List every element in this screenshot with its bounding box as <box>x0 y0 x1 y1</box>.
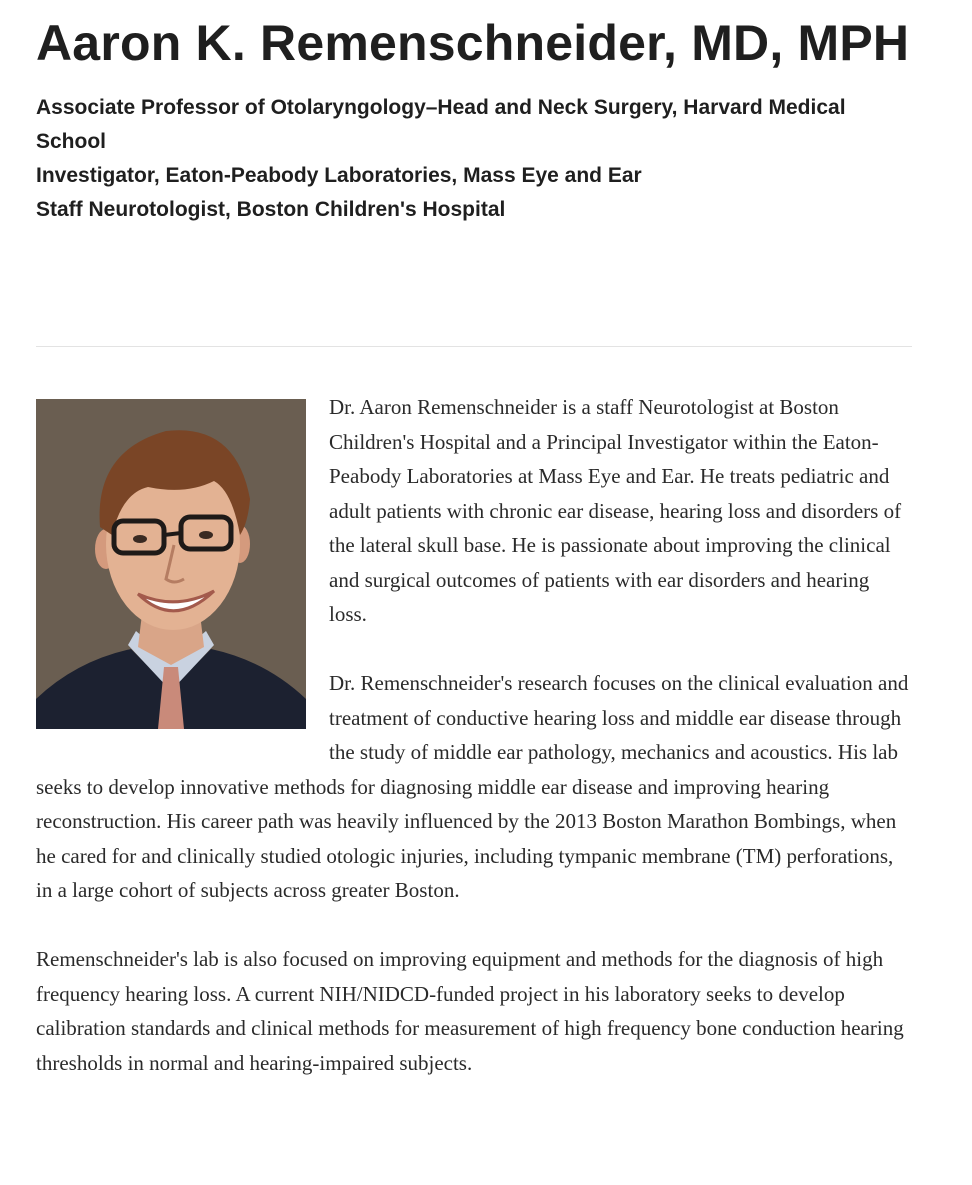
section-divider <box>36 346 912 347</box>
portrait-photo <box>36 399 306 729</box>
title-line: Staff Neurotologist, Boston Children's Hospital <box>36 198 506 221</box>
bio-paragraph: Dr. Aaron Remenschneider is a staff Neurotologist at Boston Children's Hospital and a Principal Investigator within the Eaton-Peabody Laboratories at Mass Eye and Ear. He treats pediatric and adult patients with chronic ear disease, hearing loss and disorders of the lateral skull base. He is passionate about improving the clinical and surgical outcomes of patients with ear disorders and hearing loss. <box>329 395 902 626</box>
title-line: Associate Professor of Otolaryngology–Head and Neck Surgery, Harvard Medical School <box>36 96 846 153</box>
bio-paragraph: Remenschneider's lab is also focused on improving equipment and methods for the diagnosis of high frequency hearing loss. A current NIH/NIDCD-funded project in his laboratory seeks to develop calibration standards and clinical methods for measurement of high frequency bone conduction hearing thresholds in normal and hearing-impaired subjects. <box>36 947 904 1075</box>
bio-section <box>36 390 912 1115</box>
titles-list <box>36 91 912 227</box>
title-line: Investigator, Eaton-Peabody Laboratories, Mass Eye and Ear <box>36 164 642 187</box>
profile-page <box>36 0 912 1075</box>
page-title: Aaron K. Remenschneider, MD, MPH <box>36 15 910 71</box>
bio-paragraph: Dr. Remenschneider's research focuses on the clinical evaluation and treatment of conductive hearing loss and middle ear disease through the study of middle ear pathology, mechanics and acoustics. His lab seeks to develop innovative methods for diagnosing middle ear disease and improving hearing reconstruction. His career path was heavily influenced by the 2013 Boston Marathon Bombings, when he cared for and clinically studied otologic injuries, including tympanic membrane (TM) perforations, in a large cohort of subjects across greater Boston. <box>36 671 909 902</box>
